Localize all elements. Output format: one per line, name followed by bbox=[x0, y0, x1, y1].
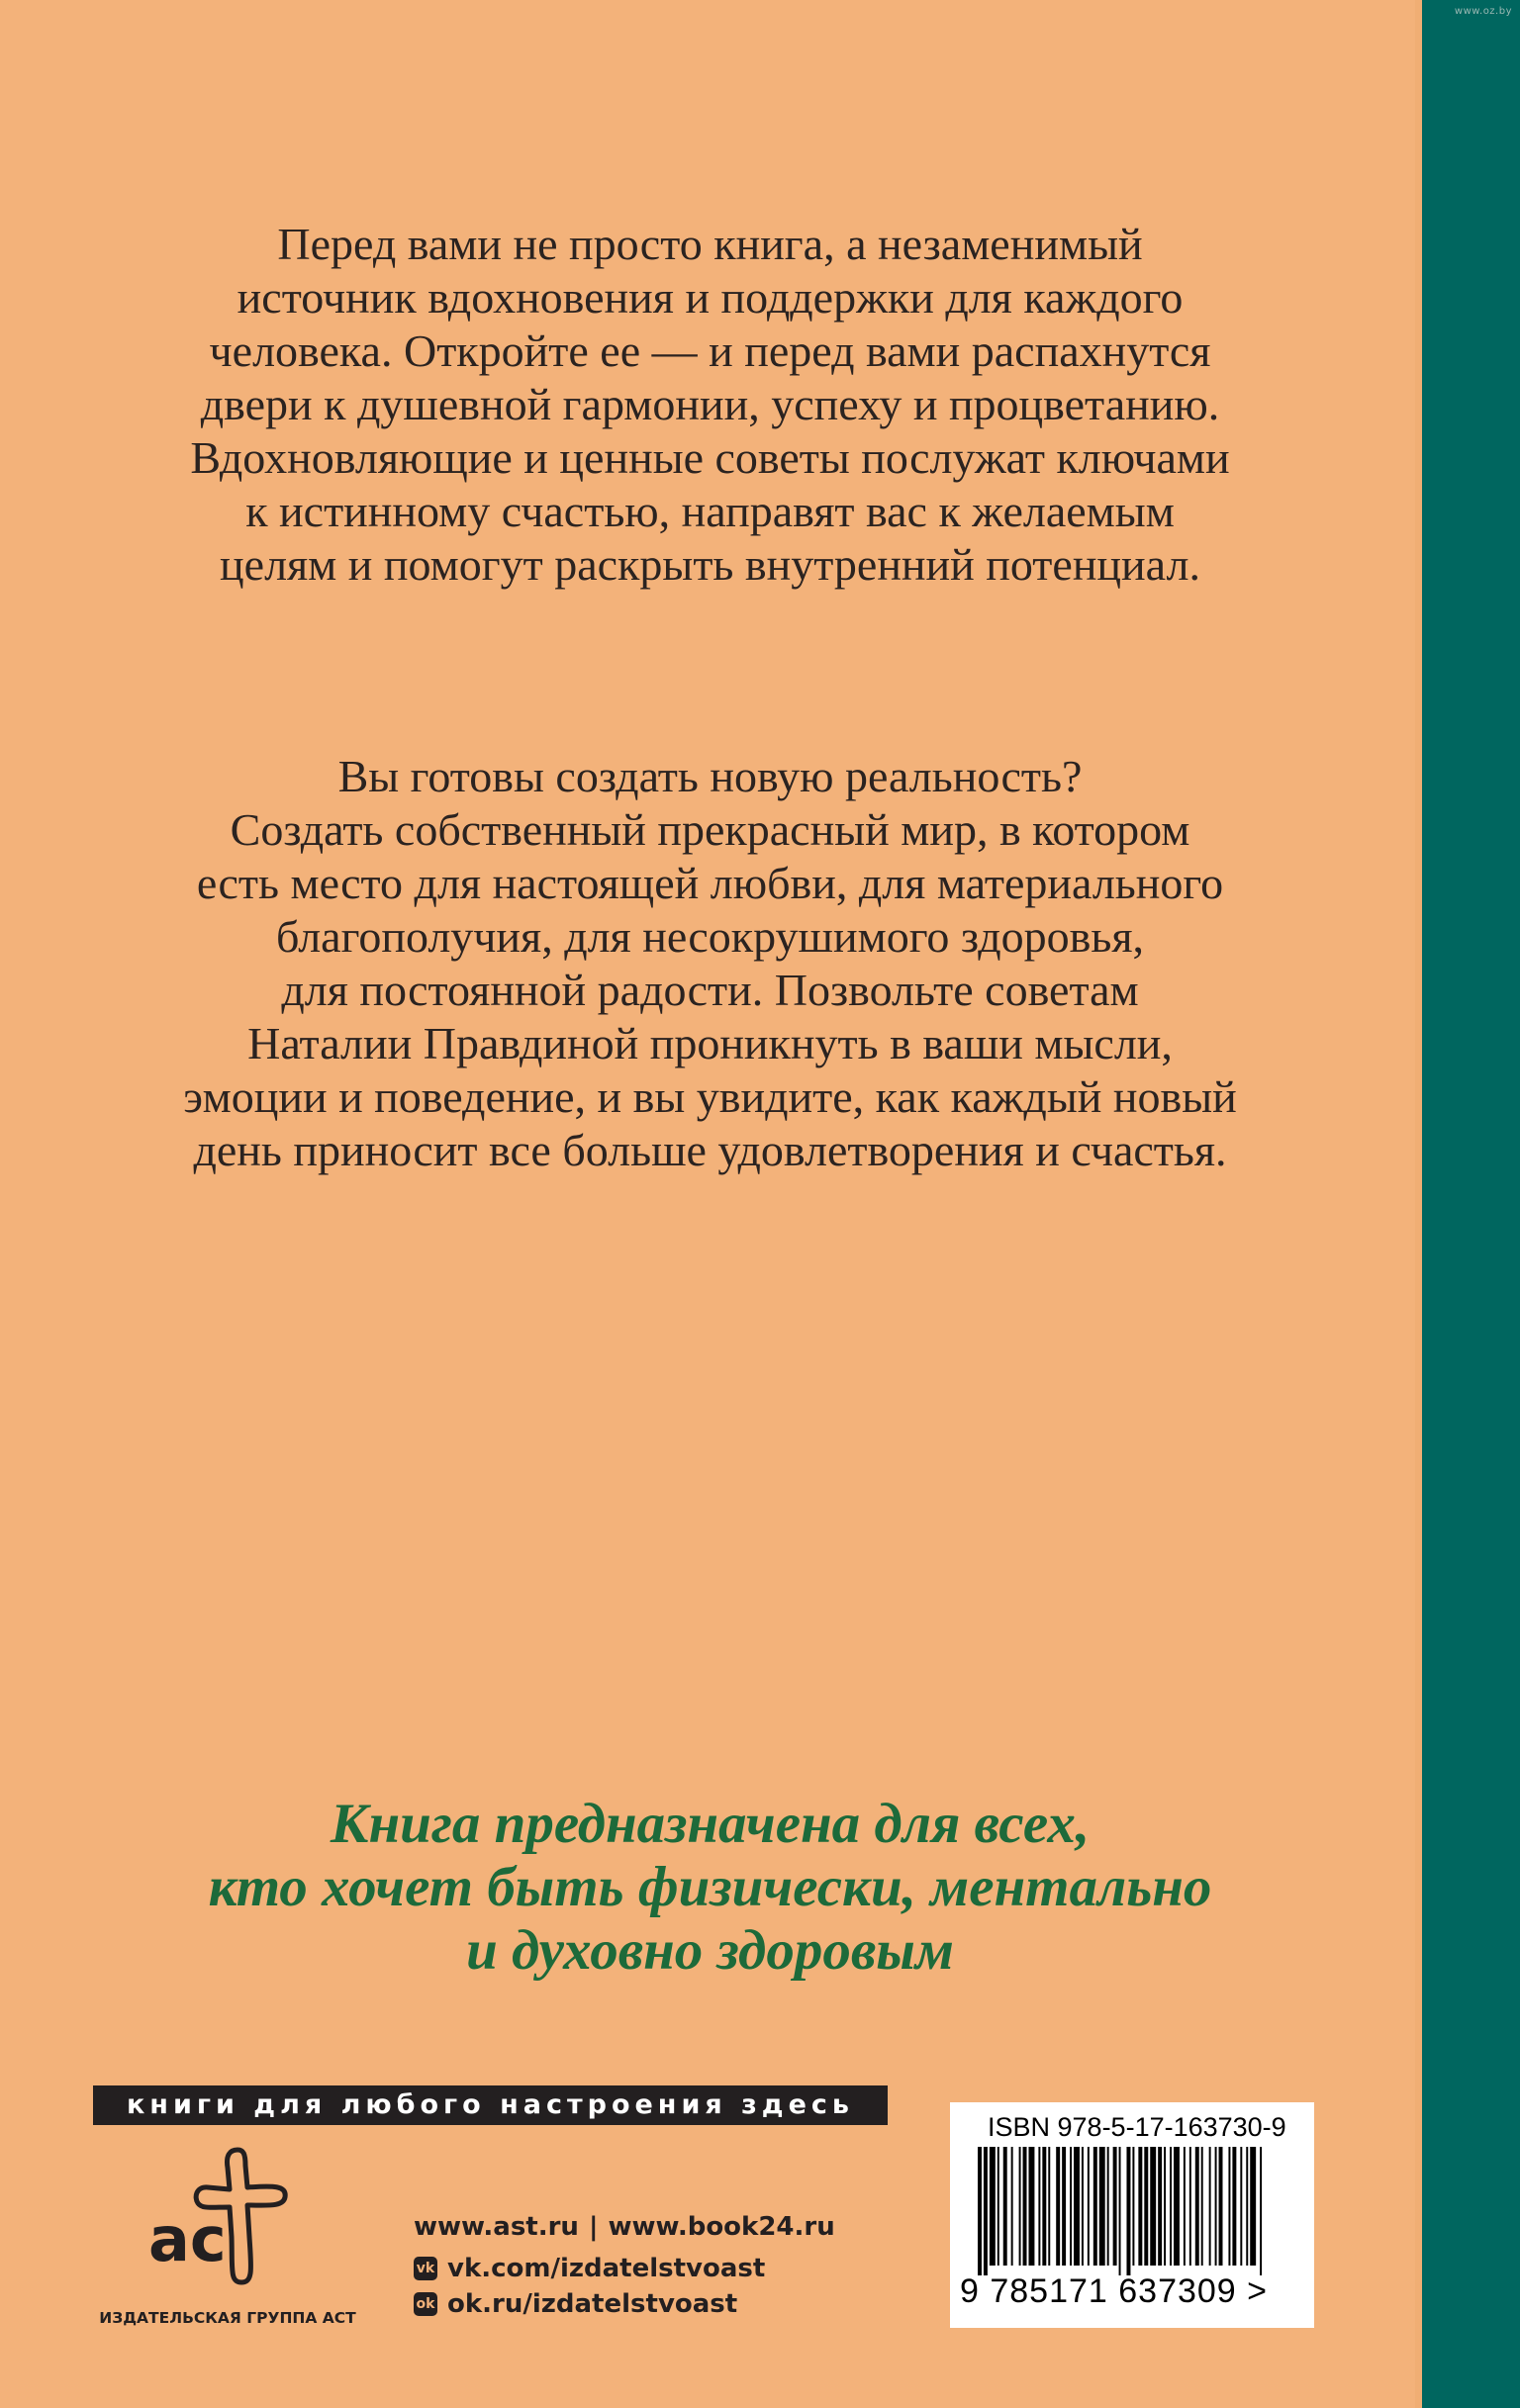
blurb-line: есть место для настоящей любви, для материального bbox=[196, 858, 1224, 908]
barcode-bar bbox=[1119, 2147, 1121, 2275]
barcode-bar bbox=[1099, 2147, 1105, 2266]
barcode-bar bbox=[1144, 2147, 1148, 2266]
barcode-digits: 9 785171 637309 > bbox=[960, 2272, 1269, 2310]
ast-logo-icon bbox=[135, 2142, 313, 2290]
barcode-bar bbox=[1082, 2147, 1084, 2266]
blurb-line: Вдохновляющие и ценные советы послужат ключами bbox=[190, 432, 1230, 483]
blurb-line: источник вдохновения и поддержки для каждого bbox=[237, 272, 1184, 323]
ok-row bbox=[414, 2283, 835, 2325]
website-link-book24[interactable]: www.book24.ru bbox=[608, 2212, 835, 2242]
logo-text: ас bbox=[148, 2203, 227, 2275]
barcode-bar bbox=[1201, 2147, 1203, 2266]
tagline-line: и духовно здоровым bbox=[466, 1919, 954, 1982]
barcode-bar bbox=[1038, 2147, 1040, 2266]
blurb-line: к истинному счастью, направят вас к желаемым bbox=[245, 486, 1175, 536]
isbn-barcode bbox=[950, 2102, 1314, 2328]
audience-tagline bbox=[40, 1793, 1380, 1983]
barcode-bar bbox=[1113, 2147, 1117, 2266]
barcode-bar bbox=[1019, 2147, 1021, 2266]
barcode-bar bbox=[998, 2147, 999, 2266]
barcode-bar bbox=[1126, 2147, 1130, 2275]
barcode-bar bbox=[1228, 2147, 1230, 2266]
barcode-bar bbox=[1070, 2147, 1072, 2266]
isbn-label: ISBN 978-5-17-163730-9 bbox=[988, 2112, 1286, 2142]
website-link-ast[interactable]: www.ast.ru bbox=[414, 2212, 579, 2242]
barcode-bar bbox=[1107, 2147, 1109, 2266]
blurb-line: человека. Откройте ее — и перед вами распахнутся bbox=[209, 325, 1211, 376]
barcode-bar bbox=[990, 2147, 996, 2266]
barcode-bar bbox=[1003, 2147, 1007, 2266]
barcode-bar bbox=[1138, 2147, 1142, 2266]
barcode-bar bbox=[1048, 2147, 1050, 2266]
watermark: www.oz.by bbox=[1454, 6, 1512, 17]
publisher-slogan-bar: книги для любого настроения здесь bbox=[93, 2085, 888, 2125]
barcode-bar bbox=[1056, 2147, 1060, 2266]
barcode-bar bbox=[1093, 2147, 1097, 2266]
barcode-bar bbox=[978, 2147, 982, 2275]
blurb-line: Наталии Правдиной проникнуть в ваши мысли, bbox=[247, 1018, 1173, 1068]
blurb-line: Создать собственный прекрасный мир, в котором bbox=[230, 804, 1190, 855]
link-separator: | bbox=[588, 2212, 599, 2242]
publisher-name: ИЗДАТЕЛЬСКАЯ ГРУППА АСТ bbox=[99, 2309, 356, 2327]
ok-link[interactable]: ok.ru/izdatelstvoast bbox=[447, 2289, 738, 2319]
barcode-bar bbox=[1088, 2147, 1090, 2266]
vk-icon: vk bbox=[414, 2257, 437, 2280]
blurb-line: эмоции и поведение, и вы увидите, как каждый новый bbox=[183, 1071, 1237, 1122]
tagline-line: Книга предназначена для всех, bbox=[330, 1793, 1091, 1855]
blurb-line: Вы готовы создать новую реальность? bbox=[337, 751, 1083, 801]
barcode-bar bbox=[1042, 2147, 1046, 2266]
barcode-bar bbox=[1174, 2147, 1180, 2266]
barcode-bar bbox=[1184, 2147, 1186, 2266]
barcode-bar bbox=[1260, 2147, 1262, 2275]
barcode-bar bbox=[1209, 2147, 1211, 2266]
barcode-bar bbox=[1132, 2147, 1134, 2266]
blurb-line: благополучия, для несокрушимого здоровья, bbox=[275, 911, 1145, 962]
barcode-bar bbox=[1250, 2147, 1256, 2266]
blurb-line: двери к душевной гармонии, успеху и процветанию. bbox=[200, 379, 1220, 429]
ok-icon: ok bbox=[414, 2292, 437, 2316]
barcode-bar bbox=[1074, 2147, 1080, 2266]
blurb-line: день приносит все больше удовлетворения и счастья. bbox=[193, 1125, 1227, 1175]
barcode-bar bbox=[1170, 2147, 1172, 2266]
barcode-bars bbox=[978, 2147, 1280, 2275]
barcode-bar bbox=[984, 2147, 988, 2275]
blurb-paragraph-1 bbox=[40, 218, 1380, 592]
barcode-bar bbox=[1023, 2147, 1027, 2266]
barcode-bar bbox=[1232, 2147, 1236, 2266]
blurb-line: для постоянной радости. Позвольте советам bbox=[281, 965, 1139, 1015]
blurb-paragraph-2 bbox=[40, 750, 1380, 1177]
barcode-bar bbox=[1246, 2147, 1248, 2266]
spine-edge bbox=[1415, 0, 1422, 2408]
book-spine bbox=[1422, 0, 1520, 2408]
barcode-bar bbox=[1219, 2147, 1223, 2266]
barcode-bar bbox=[1011, 2147, 1013, 2266]
blurb-line: целям и помогут раскрыть внутренний потенциал. bbox=[220, 539, 1200, 590]
blurb-line: Перед вами не просто книга, а незаменимый bbox=[277, 219, 1143, 269]
barcode-bar bbox=[1215, 2147, 1217, 2266]
publisher-links bbox=[414, 2206, 835, 2325]
barcode-bar bbox=[1150, 2147, 1156, 2266]
barcode-bar bbox=[1195, 2147, 1199, 2266]
barcode-bar bbox=[1158, 2147, 1162, 2266]
tagline-line: кто хочет быть физически, ментально bbox=[208, 1856, 1212, 1918]
barcode-bar bbox=[1189, 2147, 1191, 2266]
website-row bbox=[414, 2206, 835, 2248]
vk-link[interactable]: vk.com/izdatelstvoast bbox=[447, 2254, 766, 2283]
barcode-bar bbox=[1062, 2147, 1066, 2266]
barcode-bar bbox=[1164, 2147, 1166, 2266]
barcode-bar bbox=[1240, 2147, 1242, 2266]
barcode-bar bbox=[1028, 2147, 1034, 2266]
